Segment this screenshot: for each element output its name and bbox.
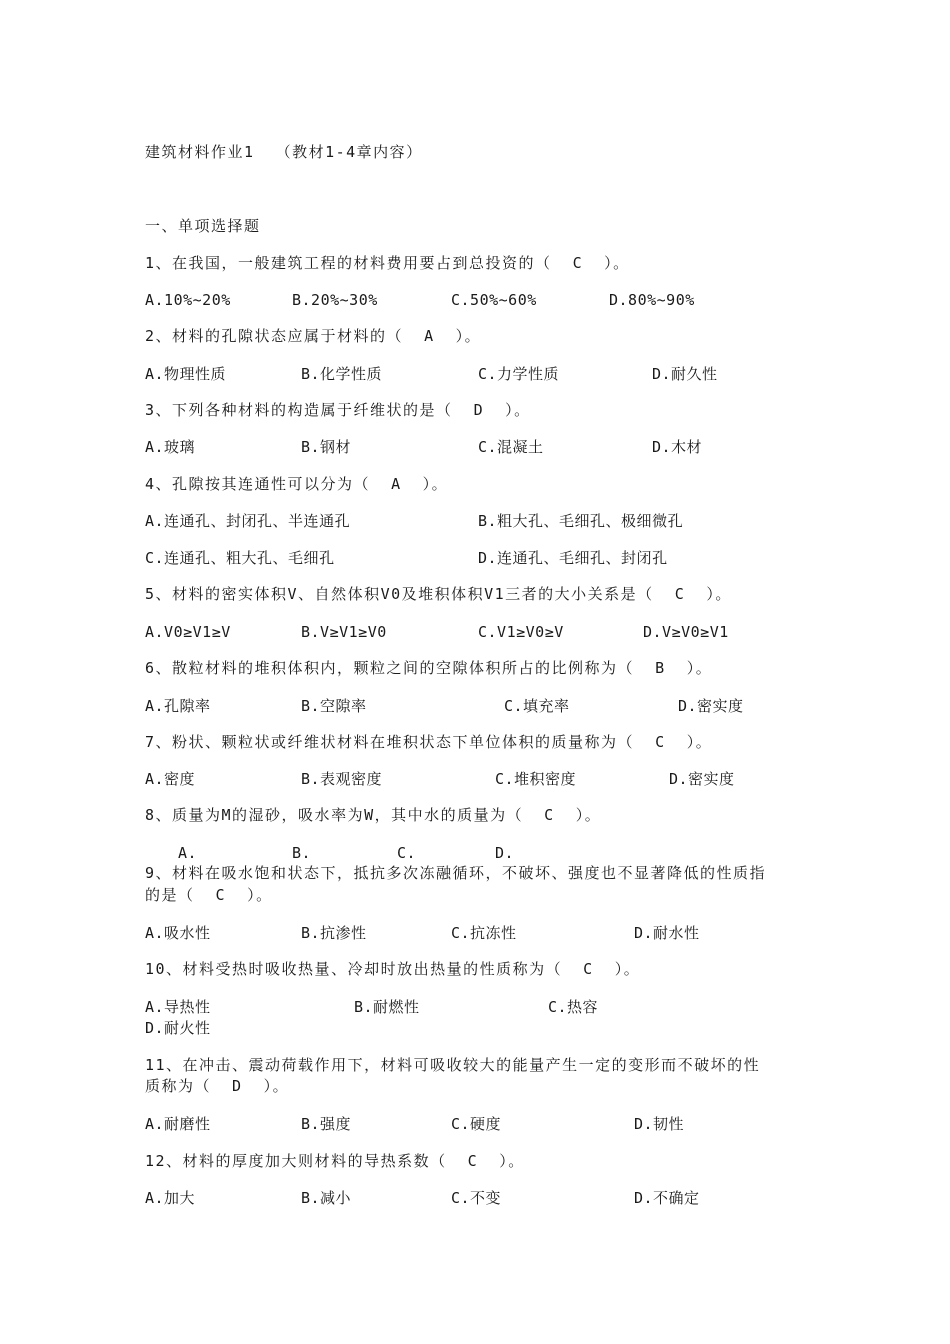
q1-option-c: C.50%~60% xyxy=(451,291,537,309)
q2-option-b: B.化学性质 xyxy=(301,365,383,383)
q11-option-a: A.耐磨性 xyxy=(145,1115,211,1133)
q5-option-b: B.V≥V1≥V0 xyxy=(301,623,387,641)
q1-option-b: B.20%~30% xyxy=(292,291,378,309)
question-1: 1、在我国，一般建筑工程的材料费用要占到总投资的（ C ）。 xyxy=(145,254,630,272)
question-12: 12、材料的厚度加大则材料的导热系数（ C ）。 xyxy=(145,1152,525,1170)
q3-option-a: A.玻璃 xyxy=(145,438,196,456)
q5-option-c: C.V1≥V0≥V xyxy=(478,623,564,641)
q11-option-b: B.强度 xyxy=(301,1115,352,1133)
q6-option-b: B.空隙率 xyxy=(301,697,367,715)
q4-option-d: D.连通孔、毛细孔、封闭孔 xyxy=(478,549,668,567)
q3-option-d: D.木材 xyxy=(652,438,703,456)
q2-option-d: D.耐久性 xyxy=(652,365,718,383)
q7-option-d: D.密实度 xyxy=(669,770,735,788)
q4-option-c: C.连通孔、粗大孔、毛细孔 xyxy=(145,549,335,567)
q4-option-b: B.粗大孔、毛细孔、极细微孔 xyxy=(478,512,684,530)
question-6: 6、散粒材料的堆积体积内，颗粒之间的空隙体积所占的比例称为（ B ）。 xyxy=(145,659,713,677)
question-9-line-2: 的是（ C ）。 xyxy=(145,886,273,904)
q9-option-d: D.耐水性 xyxy=(634,924,700,942)
q1-option-a: A.10%~20% xyxy=(145,291,231,309)
q3-option-c: C.混凝土 xyxy=(478,438,544,456)
q10-option-a: A.导热性 xyxy=(145,998,211,1016)
question-4: 4、孔隙按其连通性可以分为（ A ）。 xyxy=(145,475,449,493)
q7-option-b: B.表观密度 xyxy=(301,770,383,788)
question-5: 5、材料的密实体积V、自然体积V0及堆积体积V1三者的大小关系是（ C ）。 xyxy=(145,585,732,603)
q2-option-a: A.物理性质 xyxy=(145,365,227,383)
q8-option-a: A. xyxy=(178,844,198,862)
question-8: 8、质量为M的湿砂，吸水率为W，其中水的质量为（ C ）。 xyxy=(145,806,602,824)
question-2: 2、材料的孔隙状态应属于材料的（ A ）。 xyxy=(145,327,482,345)
q5-option-a: A.V0≥V1≥V xyxy=(145,623,231,641)
question-10: 10、材料受热时吸收热量、冷却时放出热量的性质称为（ C ）。 xyxy=(145,960,641,978)
q11-option-c: C.硬度 xyxy=(451,1115,502,1133)
question-3: 3、下列各种材料的构造属于纤维状的是（ D ）。 xyxy=(145,401,531,419)
q5-option-d: D.V≥V0≥V1 xyxy=(643,623,729,641)
q3-option-b: B.钢材 xyxy=(301,438,352,456)
question-7: 7、粉状、颗粒状或纤维状材料在堆积状态下单位体积的质量称为（ C ）。 xyxy=(145,733,713,751)
q10-option-d: D.耐火性 xyxy=(145,1019,211,1037)
q9-option-c: C.抗冻性 xyxy=(451,924,517,942)
question-11-line-1: 11、在冲击、震动荷载作用下，材料可吸收较大的能量产生一定的变形而不破坏的性 xyxy=(145,1056,761,1074)
q6-option-a: A.孔隙率 xyxy=(145,697,211,715)
q10-option-b: B.耐燃性 xyxy=(354,998,420,1016)
q12-option-a: A.加大 xyxy=(145,1189,196,1207)
q12-option-b: B.减小 xyxy=(301,1189,352,1207)
q8-option-d: D. xyxy=(495,844,515,862)
q12-option-d: D.不确定 xyxy=(634,1189,700,1207)
q12-option-c: C.不变 xyxy=(451,1189,502,1207)
q11-option-d: D.韧性 xyxy=(634,1115,685,1133)
question-11-line-2: 质称为（ D ）。 xyxy=(145,1077,290,1095)
doc-title: 建筑材料作业1 （教材1-4章内容） xyxy=(145,143,423,161)
q6-option-c: C.填充率 xyxy=(504,697,570,715)
q1-option-d: D.80%~90% xyxy=(609,291,695,309)
section-heading: 一、单项选择题 xyxy=(145,217,261,235)
q10-option-c: C.热容 xyxy=(548,998,599,1016)
q2-option-c: C.力学性质 xyxy=(478,365,560,383)
q4-option-a: A.连通孔、封闭孔、半连通孔 xyxy=(145,512,351,530)
q7-option-c: C.堆积密度 xyxy=(495,770,577,788)
q7-option-a: A.密度 xyxy=(145,770,196,788)
question-9-line-1: 9、材料在吸水饱和状态下，抵抗多次冻融循环，不破坏、强度也不显著降低的性质指 xyxy=(145,864,767,882)
q8-option-b: B. xyxy=(292,844,312,862)
q8-option-c: C. xyxy=(397,844,417,862)
q9-option-b: B.抗渗性 xyxy=(301,924,367,942)
q6-option-d: D.密实度 xyxy=(678,697,744,715)
q9-option-a: A.吸水性 xyxy=(145,924,211,942)
